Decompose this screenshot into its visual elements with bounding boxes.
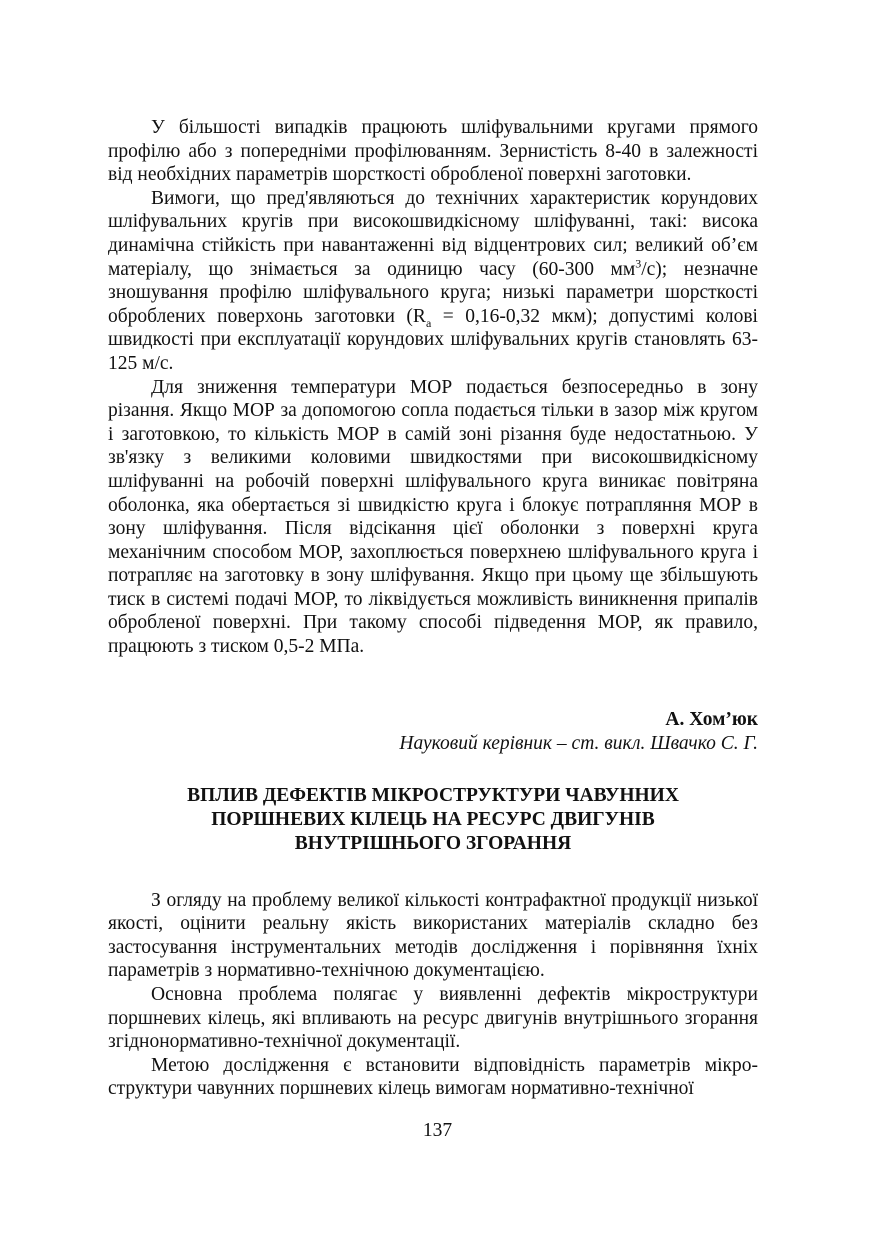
paragraph: У більшості випадків працюють шліфувальними кругами прямого профілю або з попередніми профілюванням. Зернистість 8-40 в залежності від необхідних параметрів шорсткості обробленої поверхні заготовки. [108, 117, 758, 186]
text-run: Вимоги, що пред'являються до технічних характеристик корундових шліфувальних кругів при високошвидкісному шліфуванні, такі: висока динамічна стійкість при навантаженні від відцентрових сил; великий об’єм матеріалу, що знімається за одиницю часу (60-300 мм [108, 187, 758, 280]
title-line: ПОРШНЕВИХ КІЛЕЦЬ НА РЕСУРС ДВИГУНІВ [211, 808, 655, 830]
scientific-advisor: Науковий керівник – ст. викл. Швачко С. Г. [399, 732, 758, 754]
paragraph: Для зниження температури МОР подається безпосередньо в зону різання. Якщо МОР за допомогою сопла подається тільки в зазор між кругом і заготовкою, то кількість МОР в самій зоні різання буде недостатньою. У зв'язку з великими коловими швидкостями при високошвидкісному шліфуванні на робочій поверхні шліфувального круга виникає повітряна оболонка, яка обертається зі швидкістю круга і блокує потрапляння МОР в зону шліфування. Після відсікання цієї оболонки з поверхні круга механічним способом МОР, захоплюється поверхнею шліфувального круга і потрапляє на заготовку в зону шліфування. Якщо при цьому ще збільшують тиск в системі подачі МОР, то ліквідується можливість виникнення припалів обробленої поверхні. При такому способі підведення МОР, як правило, працюють з тиском 0,5-2 МПа. [108, 376, 758, 658]
text-run: = 0,16-0,32 мкм); допустимі колові швидкості при експлуатації корундових шліфувальних кругів становлять 63-125 м/с. [108, 305, 758, 374]
paragraph: З огляду на проблему великої кількості контрафактної продукції низької якості, оцінити реальну якість використаних матеріалів складно без застосування інструментальних методів дослідження і порівняння їхніх параметрів з нормативно-технічною документацією. [108, 889, 758, 982]
page-body [108, 116, 758, 1101]
text-run: /с); незначне зношування профілю шліфувального круга; низькі параметри шорсткості оброблених поверхонь заготовки (R [108, 258, 758, 327]
paragraph: Метою дослідження є встановити відповідність параметрів мікроструктури чавунних поршневих кілець вимогам нормативно-технічної [108, 1054, 758, 1100]
title-line: ВПЛИВ ДЕФЕКТІВ МІКРОСТРУКТУРИ ЧАВУННИХ [187, 784, 679, 806]
title-line: ВНУТРІШНЬОГО ЗГОРАННЯ [294, 832, 572, 854]
paragraph: Основна проблема полягає у виявленні дефектів мікроструктури поршневих кілець, які впливають на ресурс двигунів внутрішнього згорання згіднонормативно-технічної документації. [108, 984, 758, 1053]
article-title [108, 784, 758, 856]
superscript: 3 [635, 256, 642, 271]
subscript: a [425, 315, 432, 330]
paragraph [108, 187, 758, 376]
author-name: А. Хом’юк [665, 708, 758, 730]
page-number: 137 [422, 1120, 453, 1141]
